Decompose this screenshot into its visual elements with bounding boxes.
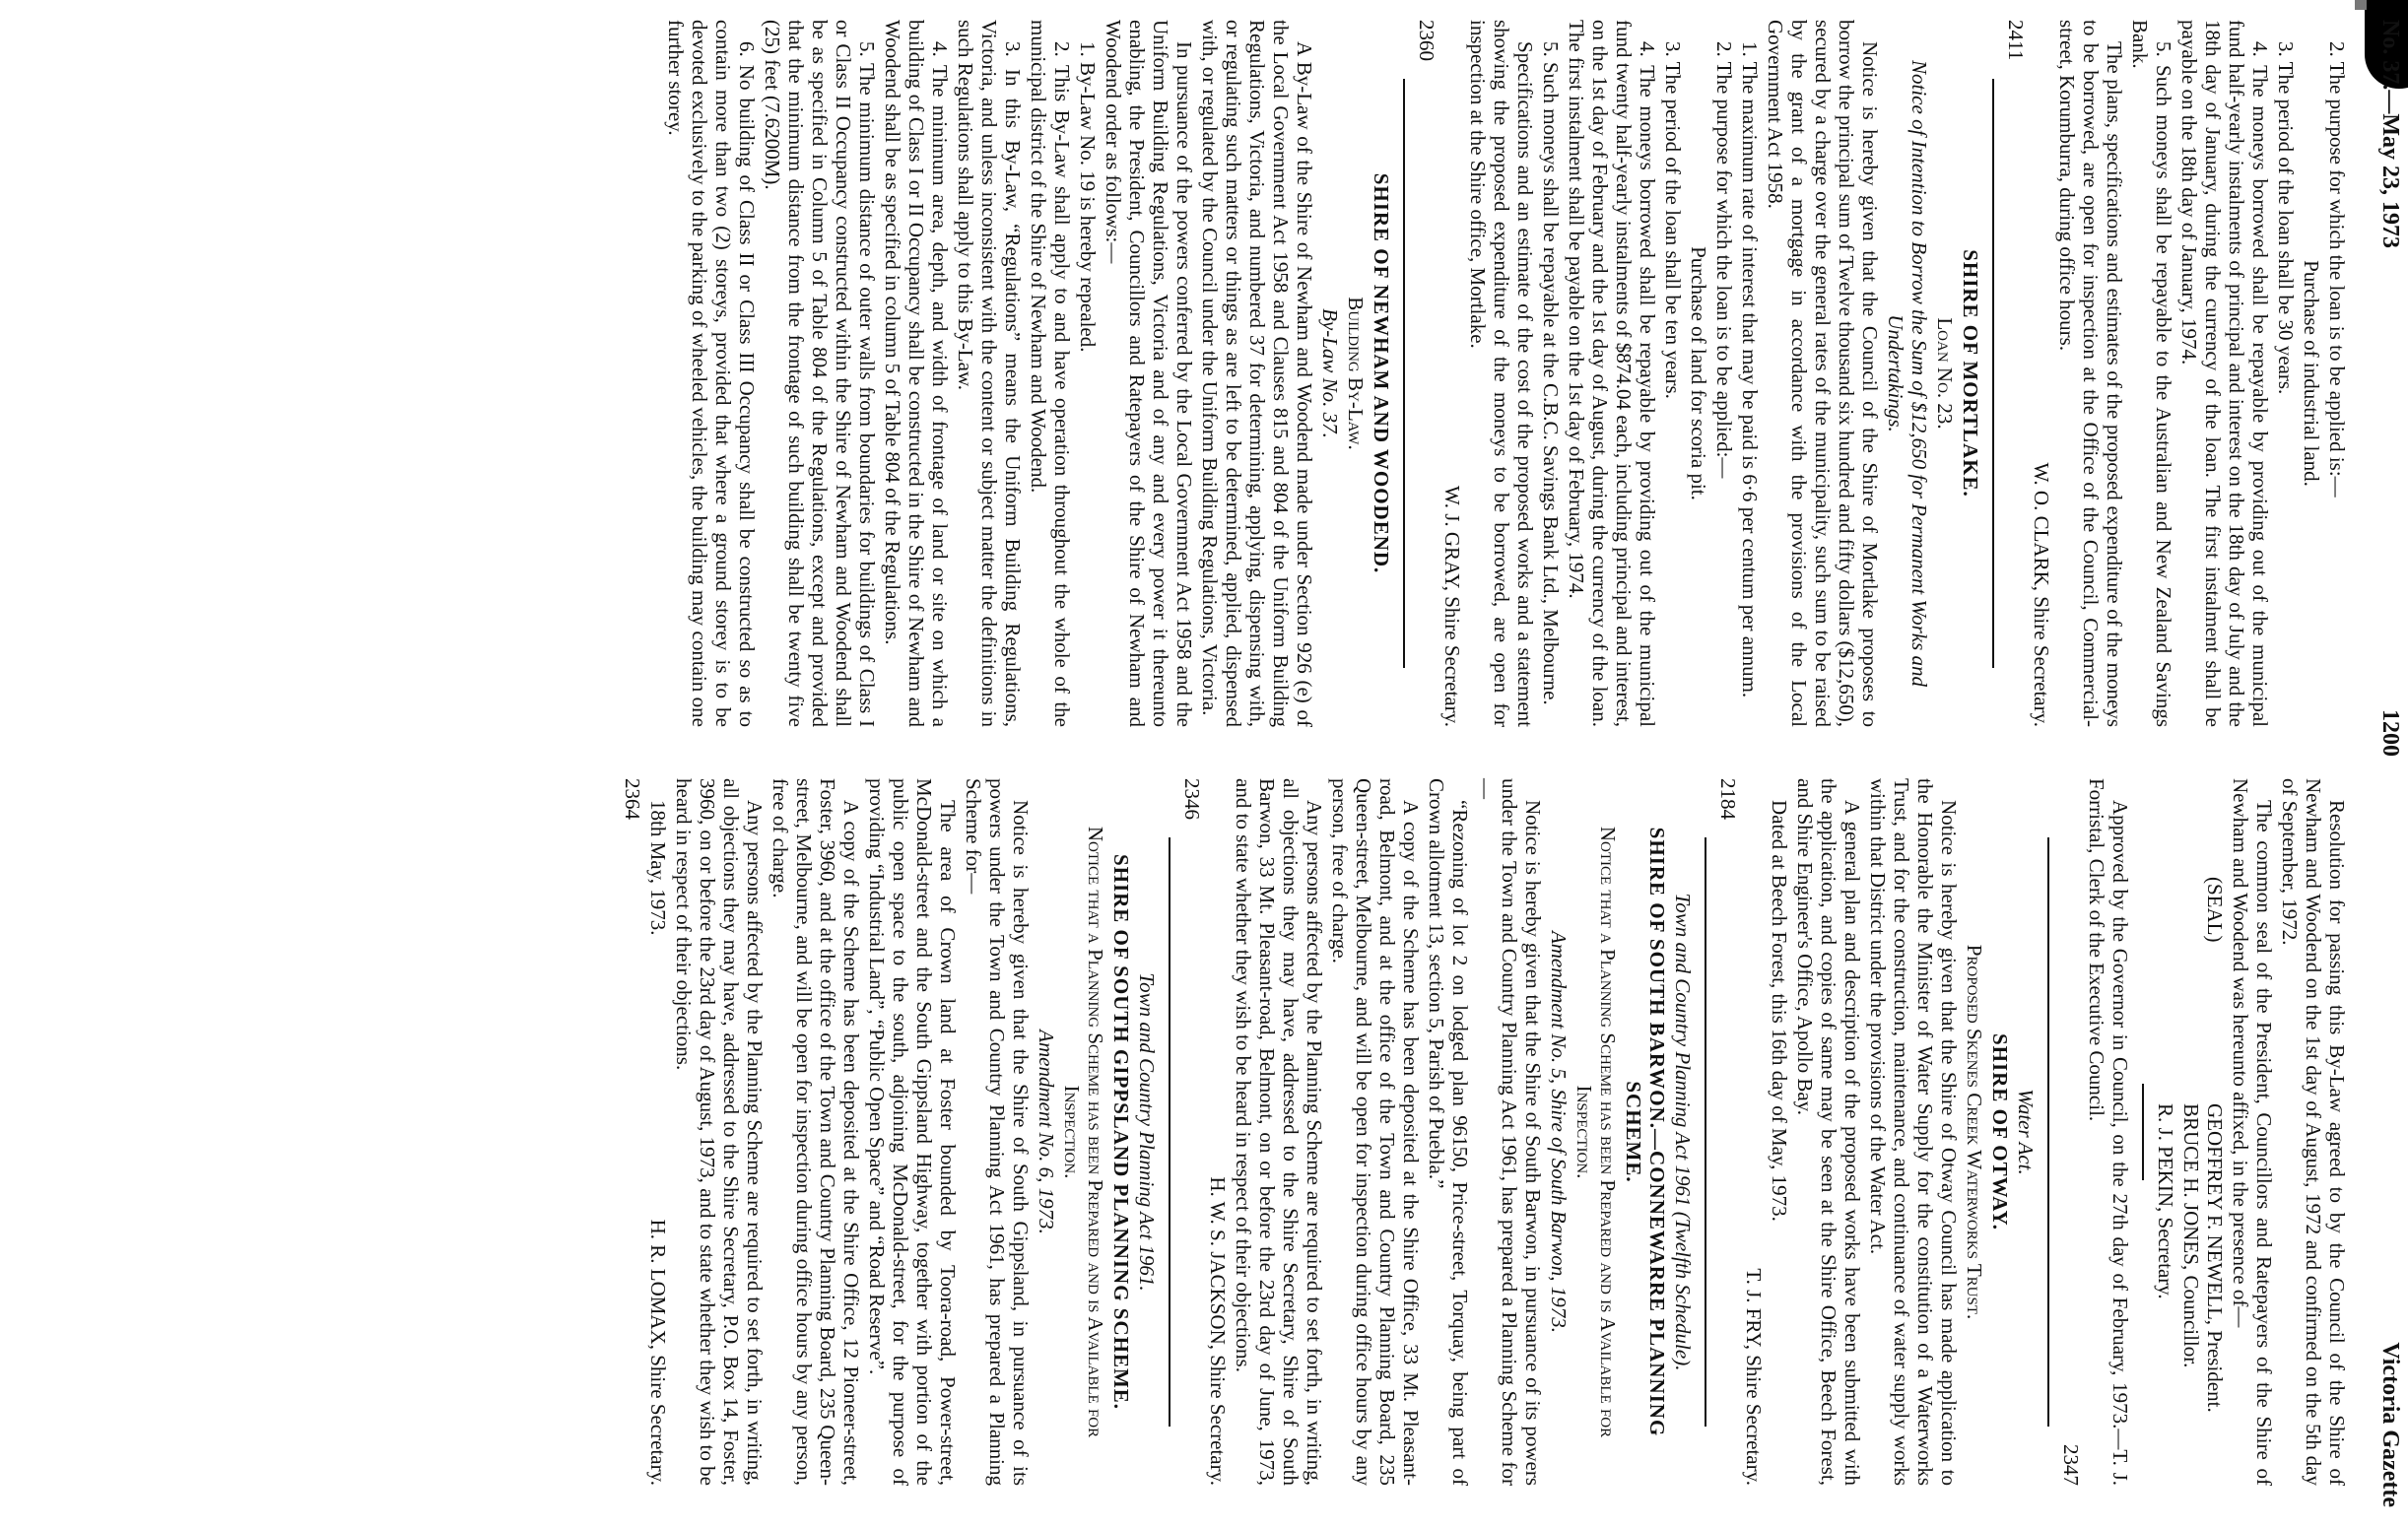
right-column: [619, 778, 2349, 1486]
seal-label: (SEAL): [2203, 877, 2227, 943]
paragraph: 3. The period of the loan shall be 30 years.: [2274, 41, 2298, 395]
act-title: Water Act.: [2014, 1089, 2038, 1175]
paragraph: 1. By-Law No. 19 is hereby repealed.: [1076, 41, 1100, 353]
notice-reference: 2360: [1415, 20, 1438, 61]
section-heading: SHIRE OF SOUTH BARWON.—CONNEWARRE PLANNING SCHEME.: [1622, 827, 1669, 1437]
section-heading: SHIRE OF NEWHAM AND WOODEND.: [1370, 172, 1393, 574]
act-title: Town and Country Planning Act 1961.: [1135, 972, 1159, 1292]
left-column: [662, 20, 2349, 727]
section-divider: [1705, 837, 1706, 1427]
act-title: Town and Country Planning Act 1961 (Twelfth Schedule).: [1671, 893, 1695, 1371]
sub-heading: Loan No. 23.: [1933, 317, 1957, 430]
notice-reference: 2184: [1716, 778, 1740, 820]
section-divider: [1403, 79, 1405, 668]
paragraph: Notice is hereby given that the Shire of Otway Council has made application to the Honorable the Minister of Water Supply for the constitution of a Waterworks Trust, and for the construction, maintenance, and continuance of water supply works within that District under the provisions of the Water Act.: [1866, 778, 1961, 1486]
notice-date: 18th May, 1973.: [646, 800, 670, 936]
paragraph: The plans, specifications and estimates of the proposed expenditure of the moneys to be borrowed, are open for inspection at the Office of the Council, Commercial-street, Korumburra, during office hours.: [2055, 20, 2126, 727]
paragraph: Any persons affected by the Planning Scheme are required to set forth, in writing, all objections they may have, addressed to the Shire Secretary, Shire of South Barwon, 33 Mt. Pleasant-road, Belmont, on or before the 23rd day of June, 1973, and to state whether they wish to be heard in respect of their objections.: [1232, 778, 1326, 1486]
paragraph: Any persons affected by the Planning Scheme are required to set forth, in writing, all objections they may have, addressed to the Shire Secretary, P.O. Box 14, Foster, 3960, on or before the 23rd day of August, 1973, and to state whether they wish to be heard in respect of their objections.: [672, 778, 767, 1486]
paragraph: 4. The moneys borrowed shall be repayable by providing out of the municipal fund half-yearly instalments of principal and interest on the 18th day of July and the 18th day of January, during the currency of the loan. The first instalment shall be payable on the 18th day of January, 1974.: [2177, 20, 2272, 727]
paragraph: 3. The period of the loan shall be ten years.: [1661, 41, 1685, 399]
paragraph: 6. No building of Class II or Class III Occupancy shall be constructed so as to contain more than two (2) storeys, provided that where a ground storey is to be devoted exclusively to the parking of wheeled vehicles, the building may contain one further storey.: [664, 20, 759, 727]
paragraph: Purchase of industrial land.: [2300, 260, 2323, 487]
signature: W. J. GRAY, Shire Secretary.: [1440, 485, 1464, 727]
paragraph: 4. The moneys borrowed shall be repayable by providing out of the municipal fund twenty half-yearly instalments of $874.04 each, including principal and interest, on the 1st day of February and the 1st day of August, during the currency of the loan. The first instalment shall be payable on the 1st day of February, 1974.: [1565, 20, 1659, 727]
paragraph: 1. The maximum rate of interest that may be paid is 6·6 per centum per annum.: [1738, 41, 1762, 698]
sub-heading: Building By-Law.: [1344, 297, 1368, 450]
paragraph: 5. Such moneys shall be repayable to the Australian and New Zealand Savings Bank.: [2128, 20, 2175, 727]
paragraph: 5. Such moneys shall be repayable at the C.B.C. Savings Bank Ltd., Melbourne.: [1539, 41, 1563, 705]
section-divider: [2047, 837, 2049, 1427]
paragraph: A By-Law of the Shire of Newham and Woodend made under Section 926 (e) of the Local Government Act 1958 and Clauses 815 and 804 of the Uniform Building Regulations, Victoria, and numbered 37 for determining, applying, dispensing with, or regulating such matters or things as are left to be determined, applied, dispensed with, or regulated by the Council under the Uniform Building Regulations, Victoria.: [1198, 20, 1316, 727]
paragraph: 5. The minimum distance of outer walls from boundaries for buildings of Class I or Class II Occupancy constructed within the Shire of Newham and Woodend shall be as specified in Column 5 of Table 804 of the Regulations, except and provided that the minimum distance from the frontage of such building shall be twenty five (25) feet (7.6200M).: [761, 20, 879, 727]
section-divider: [1169, 837, 1171, 1427]
signature: H. R. LOMAX, Shire Secretary.: [646, 1219, 670, 1486]
section-heading: SHIRE OF SOUTH GIPPSLAND PLANNING SCHEME.: [1109, 853, 1133, 1411]
paragraph: Purchase of land for scoria pit.: [1687, 246, 1710, 500]
paragraph: A general plan and description of the proposed works have been submitted with the application, and copies of same may be seen at the Shire Office, Beech Forest, and Shire Engineer's Office, Apollo Bay.: [1793, 778, 1864, 1486]
paragraph: Specifications and an estimate of the cost of the proposed works and a statement showing the proposed expenditure of the moneys to be borrowed, are open for inspection at the Shire office, Mortlake.: [1466, 20, 1537, 727]
paragraph: A copy of the Scheme has been deposited at the Shire Office, 12 Pioneer-street, Foster, 3960, and at the office of the Town and Country Planning Board, 235 Queen-street, Melbourne, and will be open for inspection during office hours by any person, free of charge.: [769, 778, 863, 1486]
amendment-title: Amendment No. 6, 1973.: [1035, 1030, 1058, 1234]
signature: H. W. S. JACKSON, Shire Secretary.: [1206, 1176, 1230, 1486]
notice-reference: 2364: [621, 778, 644, 820]
notice-reference: 2347: [2059, 1444, 2083, 1486]
notice-title: Notice that a Planning Scheme has been Prepared and is Available for Inspection.: [1060, 826, 1107, 1438]
section-heading: SHIRE OF OTWAY.: [1988, 1033, 2012, 1230]
signature: T. J. FRY, Shire Secretary.: [1742, 1268, 1766, 1486]
paragraph: The common seal of the President, Councillors and Ratepayers of the Shire of Newham and Woodend was hereunto affixed, in the presence of—: [2229, 778, 2276, 1486]
paragraph: Notice is hereby given that the Shire of South Barwon, in pursuance of its powers under the Town and Country Planning Act 1961, has prepared a Planning Scheme for—: [1474, 778, 1545, 1486]
seal-signature-row: [2203, 778, 2227, 1486]
notice-reference: 2411: [2004, 20, 2028, 61]
date-signature-row: [646, 778, 670, 1486]
notice-title: Notice that a Planning Scheme has been Prepared and is Available for Inspection.: [1572, 826, 1620, 1438]
paragraph: Approved by the Governor in Council, on the 27th day of February, 1973.—T. J. Forristal, Clerk of the Executive Council.: [2085, 778, 2132, 1486]
notice-title: Notice of Intention to Borrow the Sum of $12,650 for Permanent Works and Undertakings.: [1884, 60, 1931, 687]
short-divider: [2142, 1084, 2144, 1180]
page-number: 1200: [2377, 709, 2403, 757]
page-header: [2363, 20, 2402, 1507]
paragraph: Notice is hereby given that the Shire of South Gippsland, in pursuance of its powers under the Town and Country Planning Act 1961, has prepared a Planning Scheme for—: [962, 778, 1033, 1486]
sub-heading: Proposed Skenes Creek Waterworks Trust.: [1963, 944, 1986, 1320]
signatory-name: BRUCE H. JONES, Councillor.: [2179, 1103, 2203, 1368]
paragraph: Dated at Beech Forest, this 16th day of May, 1973.: [1768, 800, 1791, 1222]
amendment-title: Amendment No. 5, Shire of South Barwon, 1973.: [1547, 930, 1571, 1334]
signatory-name: GEOFFREY F. NEWELL, President.: [2203, 1103, 2227, 1413]
paragraph: Notice is hereby given that the Council of the Shire of Mortlake proposes to borrow the principal sum of Twelve thousand six hundred and fifty dollars ($12,650), secured by a charge over the general rates of the municipality, such sum to be raised by the grant of a mortgage in accordance with the provisions of the Local Government Act 1958.: [1764, 20, 1882, 727]
paragraph: A copy of the Scheme has been deposited at the Shire Office, 33 Mt. Pleasant-road, Belmont, and at the office of the Town and Country Planning Board, 235 Queen-street, Melbourne, and will be open for inspection during office hours by any person, free of charge.: [1328, 778, 1423, 1486]
paragraph: 4. The minimum area, depth, and width of frontage of land or site on which a building of Class I or II Occupancy shall be constructed in the Shire of Newham and Woodend shall be as specified in column 5 of Table 804 of the Regulations.: [881, 20, 952, 727]
paragraph: In pursuance of the powers conferred by the Local Government Act 1958 and the Uniform Building Regulations, Victoria and of any and every power it thereunto enabling, the President, Councillors and Ratepayers of the Shire of Newham and Woodend order as follows:—: [1102, 20, 1196, 727]
paragraph: 3. In this By-Law, “Regulations” means the Uniform Building Regulations, Victoria, and unless inconsistent with the content or subject matter the definitions in such Regulations shall apply to this By-Law.: [954, 20, 1025, 727]
sub-heading: By-Law No. 37.: [1318, 308, 1342, 438]
issue-number-date: No. 37.—May 23, 1973: [2377, 20, 2403, 248]
paragraph: 2. The purpose for which the loan is to be applied:—: [1712, 41, 1736, 479]
publication-title: Victoria Gazette: [2377, 1342, 2403, 1507]
section-divider: [1992, 79, 1994, 668]
paragraph: Resolution for passing this By-Law agreed to by the Council of the Shire of Newham and Woodend on the 1st day of August, 1972 and confirmed on the 5th day of September, 1972.: [2278, 778, 2349, 1486]
paragraph: 2. The purpose for which the loan is to be applied is:—: [2325, 41, 2349, 498]
signature: W. O. CLARK, Shire Secretary.: [2030, 462, 2053, 727]
notice-reference: 2346: [1180, 778, 1204, 820]
paragraph: “Rezoning of lot 2 on lodged plan 96150, Price-street, Torquay, being part of Crown allotment 13, section 5, Parish of Puebla.”: [1425, 778, 1472, 1486]
paragraph: The area of Crown land at Foster bounded by Toora-road, Power-street, McDonald-street and the South Gippsland Highway, together with portion of the public open space to the south, adjoining McDonald-street, for the purpose of providing “Industrial Land”, “Public Open Space” and “Road Reserve”.: [865, 778, 960, 1486]
section-heading: SHIRE OF MORTLAKE.: [1959, 249, 1982, 498]
paragraph: 2. This By-Law shall apply to and have operation throughout the whole of the municipal district of the Shire of Newham and Woodend.: [1027, 20, 1074, 727]
signatory-name: R. J. PEKIN, Secretary.: [2154, 1103, 2177, 1299]
